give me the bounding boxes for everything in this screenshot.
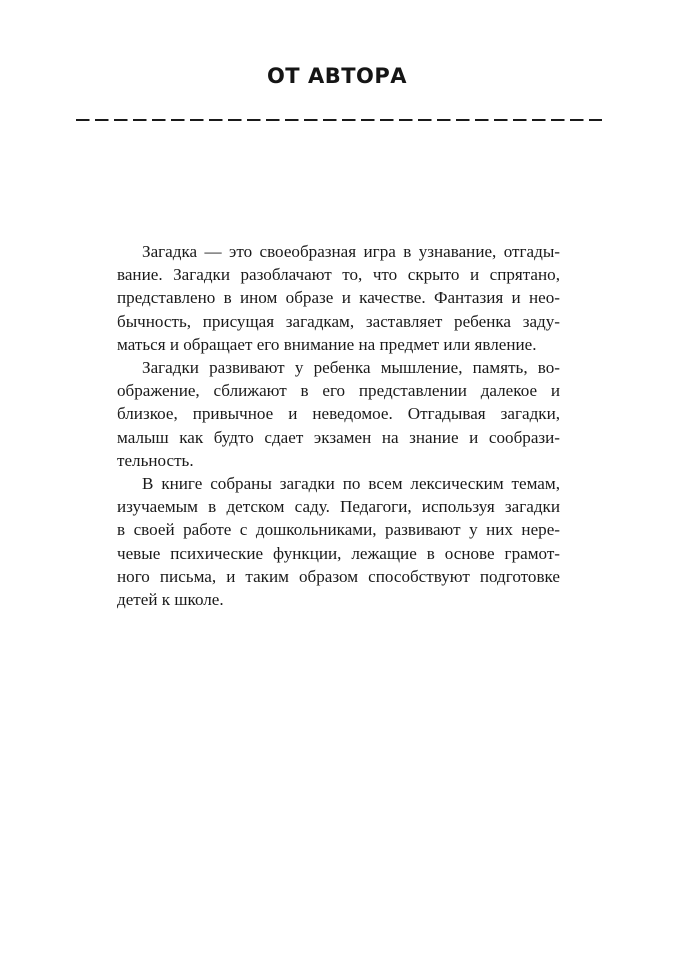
text-line: детей к школе.: [117, 590, 224, 610]
text-line: вание. Загадки разоблачают то, что скрыто и спрятано,: [117, 265, 560, 285]
paragraph-2: [117, 356, 560, 472]
body-text: [117, 240, 560, 611]
paragraph-3: [117, 472, 560, 611]
chapter-title: ОТ АВТОРА: [266, 64, 408, 88]
text-line: представлено в ином образе и качестве. Фантазия и нео-: [117, 288, 560, 308]
text-line: чевые психические функции, лежащие в основе грамот-: [117, 543, 560, 563]
text-line: Загадка — это своеобразная игра в узнавание, отгады-: [142, 242, 560, 261]
text-line: маться и обращает его внимание на предмет или явление.: [117, 334, 537, 354]
text-line: в своей работе с дошкольниками, развивают у них нере-: [117, 520, 560, 540]
text-line: ного письма, и таким образом способствуют подготовке: [117, 566, 560, 586]
text-line: Загадки развивают у ребенка мышление, память, во-: [142, 358, 560, 378]
text-line: бычность, присущая загадкам, заставляет ребенка заду-: [117, 311, 560, 331]
text-line: близкое, привычное и неведомое. Отгадывая загадки,: [117, 404, 560, 424]
text-line: малыш как будто сдает экзамен на знание и сообрази-: [117, 427, 560, 447]
title-dashed-rule: [76, 112, 602, 128]
text-line: тельность.: [117, 450, 194, 470]
text-line: В книге собраны загадки по всем лексическим темам,: [142, 474, 560, 494]
text-line: изучаемым в детском саду. Педагоги, используя загадки: [117, 497, 560, 517]
text-line: ображение, сближают в его представлении далекое и: [117, 381, 560, 401]
paragraph-1: [117, 240, 560, 356]
